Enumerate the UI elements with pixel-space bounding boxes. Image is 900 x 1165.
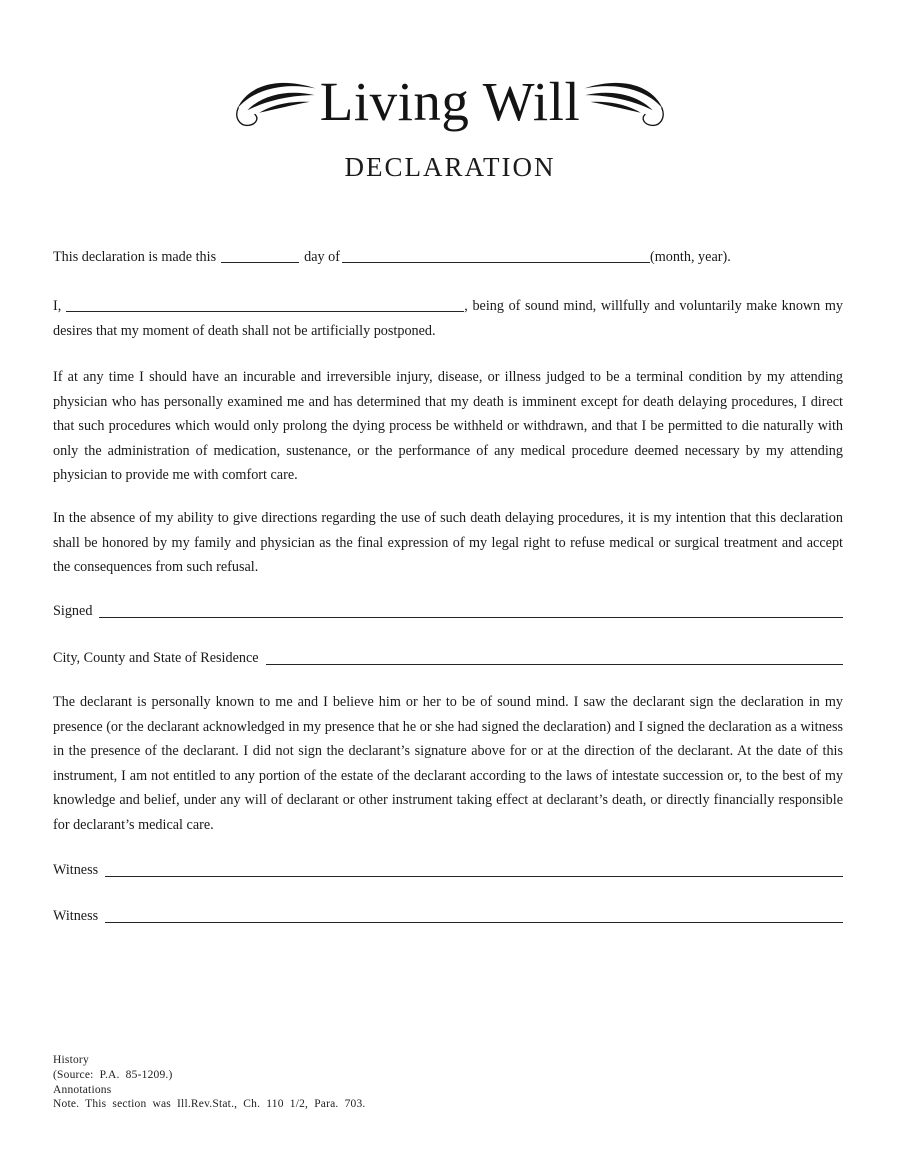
witness-line-2: [53, 905, 843, 926]
residence-label: City, County and State of Residence: [53, 650, 259, 666]
declarant-statement: , being of sound mind, willfully and voluntarily make known my desires that my moment of death shall not be artificially postponed.: [53, 298, 843, 339]
document-subtitle: DECLARATION: [344, 152, 556, 182]
right-flourish-icon: [582, 70, 666, 132]
footer-notes: [53, 1053, 843, 1112]
declarant-name-blank[interactable]: [66, 298, 464, 312]
document-title-row: [0, 60, 900, 142]
signed-label: Signed: [53, 603, 93, 619]
witness2-blank[interactable]: [105, 908, 843, 923]
date-line: [53, 247, 843, 267]
witness-line-1: [53, 859, 843, 880]
witness-statement-paragraph: The declarant is personally known to me and I believe him or her to be of sound mind. I saw the declarant sign the declaration in my presence (or the declarant acknowledged in my presence that he or she had signed the declaration) and I signed the declaration as a witness in the presence of the declarant. I did not sign the declarant’s signature above for or at the direction of the declarant. At the date of this instrument, I am not entitled to any portion of the estate of the declarant according to the laws of intestate succession or, to the best of my knowledge and belief, under any will of declarant or other instrument taking effect at declarant’s death, or directly financially responsible for declarant’s medical care.: [53, 694, 843, 833]
month-year-blank[interactable]: [342, 249, 650, 263]
signed-line: [53, 600, 843, 621]
footer-source: (Source: P.A. 85-1209.): [53, 1068, 173, 1081]
declarant-prefix: I,: [53, 298, 62, 314]
date-line-day-of: day of: [304, 249, 340, 265]
document-title: Living Will: [319, 70, 581, 132]
date-line-prefix: This declaration is made this: [53, 249, 217, 265]
footer-history-label: History: [53, 1054, 89, 1066]
residence-line: [53, 647, 843, 668]
witness1-blank[interactable]: [105, 862, 843, 877]
footer-annotations-label: Annotations: [53, 1083, 112, 1096]
witness2-label: Witness: [53, 908, 99, 924]
declarant-opening-paragraph: [53, 294, 843, 343]
signed-signature-blank[interactable]: [99, 603, 843, 618]
footer-note: Note. This section was Ill.Rev.Stat., Ch. 110 1/2, Para. 703.: [53, 1098, 366, 1111]
residence-blank[interactable]: [266, 650, 843, 665]
terminal-condition-paragraph: If at any time I should have an incurable and irreversible injury, disease, or illness judged to be a terminal condition by my attending physician who has personally examined me and has determined that my death is imminent except for death delaying procedures, I direct that such procedures which would only prolong the dying process be withheld or withdrawn, and that I be permitted to die naturally with only the administration of medication, sustenance, or the performance of any medical procedure deemed necessary by my attending physician to provide me with comfort care.: [53, 369, 843, 483]
day-blank[interactable]: [221, 249, 299, 263]
left-flourish-icon: [234, 70, 318, 132]
intention-paragraph: In the absence of my ability to give directions regarding the use of such death delaying procedures, it is my intention that this declaration shall be honored by my family and physician as the final expression of my legal right to refuse medical or surgical treatment and accept the consequences from such refusal.: [53, 510, 843, 575]
date-line-suffix: (month, year).: [649, 249, 731, 265]
witness1-label: Witness: [53, 862, 99, 878]
